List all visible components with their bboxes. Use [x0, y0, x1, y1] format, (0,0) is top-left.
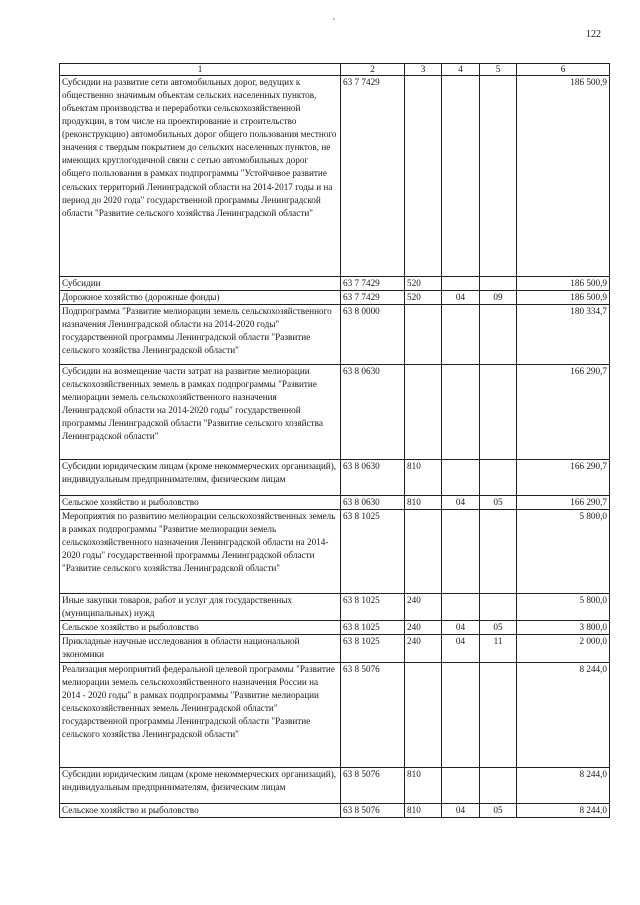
cell-amount: 8 244,0 [517, 767, 610, 803]
cell-code: 63 8 0630 [341, 496, 405, 510]
page-number: 122 [586, 29, 601, 40]
table-row [60, 621, 610, 635]
cell-subsection: 11 [480, 635, 517, 662]
table-row [60, 803, 610, 817]
table-row [60, 662, 610, 767]
cell-name: Прикладные научные исследования в области национальной экономики [60, 635, 341, 662]
cell-subsection [480, 767, 517, 803]
cell-name: Субсидии юридическим лицам (кроме некоммерческих организаций), индивидуальным предпринимателям, физическим лицам [60, 460, 341, 496]
cell-name: Субсидии [60, 277, 341, 291]
cell-amount: 2 000,0 [517, 635, 610, 662]
cell-section [442, 767, 480, 803]
cell-amount: 8 244,0 [517, 803, 610, 817]
cell-section [442, 594, 480, 621]
cell-name: Мероприятия по развитию мелиорации сельскохозяйственных земель в рамках подпрограммы "Развитие мелиорации земель сельскохозяйственного назначения Ленинградской области на 2014-2020 годы" государственной программы Ленинградской области "Развитие сельского хозяйства Ленинградской области" [60, 510, 341, 594]
cell-subsection [480, 365, 517, 460]
table-row [60, 305, 610, 365]
cell-section [442, 365, 480, 460]
cell-vr: 240 [405, 594, 442, 621]
cell-code: 63 8 0630 [341, 460, 405, 496]
cell-subsection [480, 76, 517, 277]
cell-name: Сельское хозяйство и рыболовство [60, 621, 341, 635]
cell-code: 63 8 1025 [341, 594, 405, 621]
table-row [60, 365, 610, 460]
cell-name: Субсидии на возмещение части затрат на развитие мелиорации сельскохозяйственных земель в рамках подпрограммы "Развитие мелиорации земель сельскохозяйственного назначения Ленинградской области на 2014-2020 годы" государственной программы Ленинградской области "Развитие сельского хозяйства Ленинградской области" [60, 365, 341, 460]
cell-section [442, 76, 480, 277]
cell-section [442, 662, 480, 767]
header-col-2: 2 [341, 64, 405, 76]
header-col-5: 5 [480, 64, 517, 76]
cell-subsection [480, 277, 517, 291]
cell-subsection [480, 662, 517, 767]
cell-code: 63 8 5076 [341, 662, 405, 767]
cell-name: Сельское хозяйство и рыболовство [60, 803, 341, 817]
cell-subsection [480, 460, 517, 496]
cell-vr [405, 76, 442, 277]
table-row [60, 76, 610, 277]
cell-subsection [480, 594, 517, 621]
cell-vr [405, 662, 442, 767]
cell-section: 04 [442, 291, 480, 305]
cell-vr: 810 [405, 460, 442, 496]
cell-amount: 5 800,0 [517, 594, 610, 621]
cell-section [442, 510, 480, 594]
cell-amount: 186 500,9 [517, 277, 610, 291]
cell-code: 63 8 5076 [341, 767, 405, 803]
table-header [60, 64, 610, 76]
cell-subsection: 05 [480, 803, 517, 817]
header-row [60, 64, 610, 76]
cell-code: 63 8 1025 [341, 510, 405, 594]
header-col-4: 4 [442, 64, 480, 76]
budget-table [59, 63, 610, 818]
cell-code: 63 8 1025 [341, 635, 405, 662]
cell-section: 04 [442, 621, 480, 635]
cell-code: 63 8 1025 [341, 621, 405, 635]
cell-amount: 5 800,0 [517, 510, 610, 594]
cell-code: 63 7 7429 [341, 277, 405, 291]
cell-vr: 810 [405, 496, 442, 510]
cell-vr: 520 [405, 291, 442, 305]
cell-vr: 520 [405, 277, 442, 291]
cell-code: 63 7 7429 [341, 291, 405, 305]
cell-subsection [480, 305, 517, 365]
table-row [60, 510, 610, 594]
cell-amount: 3 800,0 [517, 621, 610, 635]
cell-vr [405, 305, 442, 365]
cell-name: Подпрограмма "Развитие мелиорации земель сельскохозяйственного назначения Ленинградской области на 2014-2020 годы" государственной программы Ленинградской области "Развитие сельского хозяйства Ленинградской области" [60, 305, 341, 365]
cell-subsection: 05 [480, 621, 517, 635]
cell-amount: 166 290,7 [517, 496, 610, 510]
table-row [60, 277, 610, 291]
table-row [60, 291, 610, 305]
cell-section [442, 305, 480, 365]
cell-code: 63 8 5076 [341, 803, 405, 817]
cell-name: Дорожное хозяйство (дорожные фонды) [60, 291, 341, 305]
table-row [60, 496, 610, 510]
cell-vr [405, 365, 442, 460]
cell-amount: 186 500,9 [517, 76, 610, 277]
scan-mark: , [333, 12, 335, 21]
cell-name: Субсидии на развитие сети автомобильных дорог, ведущих к общественно значимым объектам сельских населенных пунктов, объектам производства и переработки сельскохозяйственной продукции, в том числе на проектирование и строительство (реконструкцию) автомобильных дорог общего пользования местного значения с твердым покрытием до сельских населенных пунктов, не имеющих круглогодичной связи с сетью автомобильных дорог общего пользования в рамках подпрограммы "Устойчивое развитие сельских территорий Ленинградской области на 2014-2017 годы и на период до 2020 года" государственной программы Ленинградской области "Развитие сельского хозяйства Ленинградской области" [60, 76, 341, 277]
cell-subsection [480, 510, 517, 594]
cell-vr: 240 [405, 621, 442, 635]
table-row [60, 460, 610, 496]
cell-amount: 166 290,7 [517, 365, 610, 460]
cell-vr: 240 [405, 635, 442, 662]
cell-vr: 810 [405, 803, 442, 817]
table-row [60, 594, 610, 621]
cell-section [442, 460, 480, 496]
cell-section: 04 [442, 635, 480, 662]
cell-section: 04 [442, 803, 480, 817]
cell-name: Иные закупки товаров, работ и услуг для государственных (муниципальных) нужд [60, 594, 341, 621]
header-col-6: 6 [517, 64, 610, 76]
cell-section: 04 [442, 496, 480, 510]
cell-vr [405, 510, 442, 594]
cell-code: 63 8 0000 [341, 305, 405, 365]
cell-amount: 180 334,7 [517, 305, 610, 365]
cell-amount: 186 500,9 [517, 291, 610, 305]
cell-subsection: 05 [480, 496, 517, 510]
cell-section [442, 277, 480, 291]
cell-subsection: 09 [480, 291, 517, 305]
cell-vr: 810 [405, 767, 442, 803]
cell-name: Реализация мероприятий федеральной целевой программы "Развитие мелиорации земель сельскохозяйственного назначения России на 2014 - 2020 годы" в рамках подпрограммы "Развитие мелиорации сельскохозяйственных земель Ленинградской области" государственной программы Ленинградской области "Развитие сельского хозяйства Ленинградской области" [60, 662, 341, 767]
cell-name: Сельское хозяйство и рыболовство [60, 496, 341, 510]
header-col-1: 1 [60, 64, 341, 76]
cell-name: Субсидии юридическим лицам (кроме некоммерческих организаций), индивидуальным предпринимателям, физическим лицам [60, 767, 341, 803]
table-row [60, 767, 610, 803]
cell-amount: 166 290,7 [517, 460, 610, 496]
table-row [60, 635, 610, 662]
cell-code: 63 7 7429 [341, 76, 405, 277]
header-col-3: 3 [405, 64, 442, 76]
table-body [60, 76, 610, 818]
cell-code: 63 8 0630 [341, 365, 405, 460]
cell-amount: 8 244,0 [517, 662, 610, 767]
